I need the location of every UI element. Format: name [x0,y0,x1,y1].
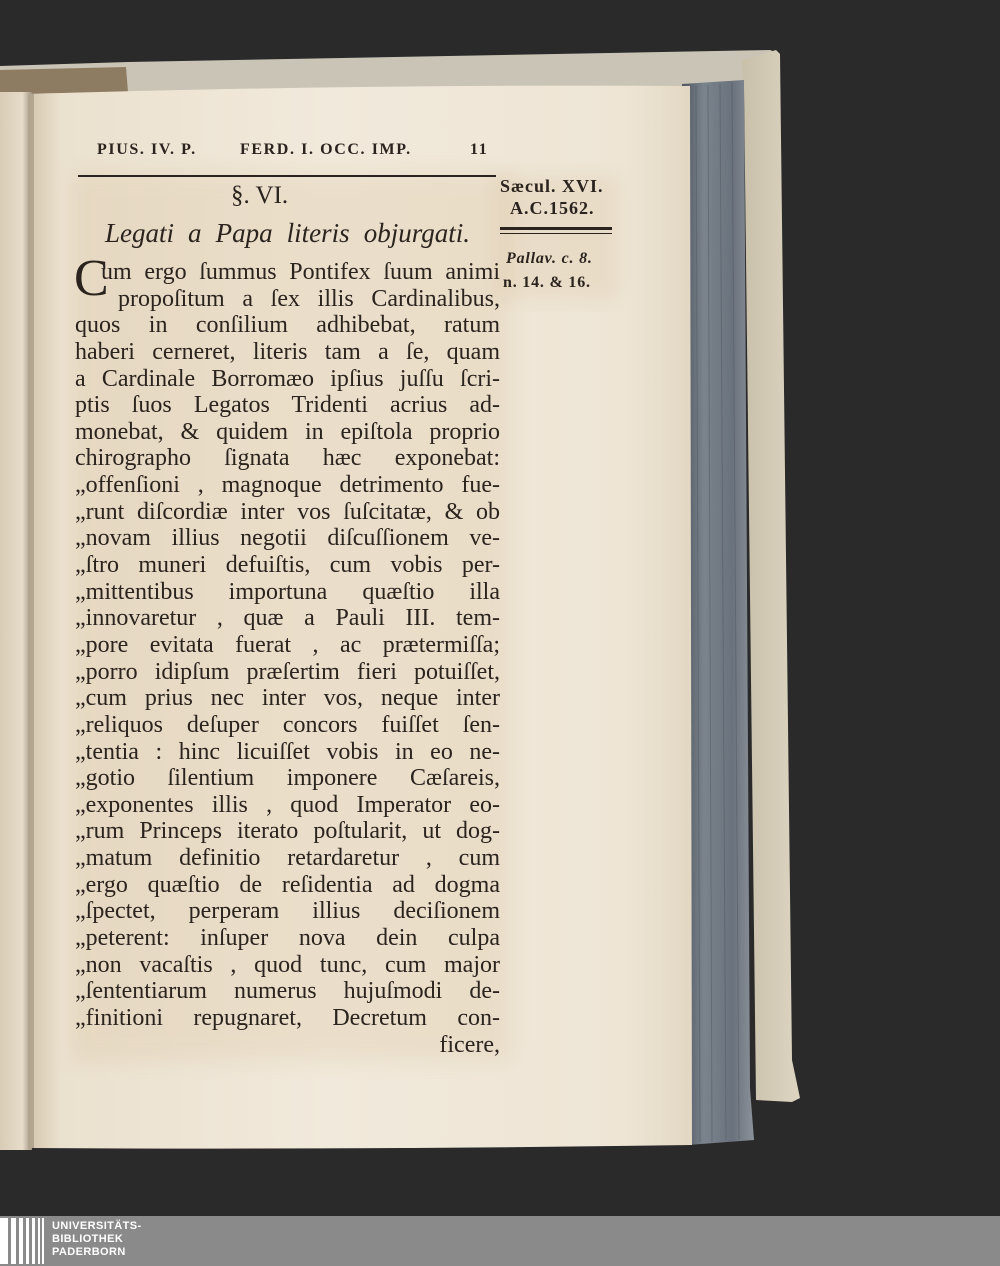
text-line: monebat, & quidem in epiſtola proprio [75,418,500,445]
text-line: propoſitum a ſex illis Cardinalibus, [118,285,500,312]
drop-cap: C [74,250,109,307]
text-line: „runt diſcordiæ inter vos ſuſcitatæ, & ob [75,498,500,525]
text-line: um ergo ſummus Pontifex ſuum animi [101,259,500,285]
text-line: „novam illius negotii diſcuſſionem ve- [75,525,500,552]
page-block-fore-edge [682,80,754,1145]
running-head-left: PIUS. IV. P. [97,141,197,158]
section-number: §. VI. [231,182,289,209]
text-line: „non vacaſtis , quod tunc, cum major [75,951,500,978]
headband [0,67,128,94]
text-line: „tentia : hinc licuiſſet vobis in eo ne- [75,738,500,765]
text-line: „cum prius nec inter vos, neque inter [75,685,500,712]
text-line: „ſpectet, perperam illius deciſionem [75,898,500,925]
running-head-center: FERD. I. OCC. IMP. [240,141,412,158]
library-footer-bar [0,1216,1000,1266]
text-line: „pore evitata fuerat , ac prætermiſſa; [75,631,500,658]
text-line: quos in conſilium adhibebat, ratum [75,312,500,339]
section-heading: Legati a Papa literis objurgati. [105,218,470,248]
library-name-line-2: BIBLIOTHEK [52,1233,124,1245]
text-line: a Cardinale Borromæo ipſius juſſu ſcri- [75,365,500,392]
text-line: „porro idipſum præſertim fieri potuiſſet, [75,658,500,685]
margin-note-rule [500,227,612,234]
margin-note-era: Sæcul. XVI. [500,176,604,196]
text-line: „reliquos deſuper concors fuiſſet ſen- [75,711,500,738]
text-line: „peterent: inſuper nova dein culpa [75,925,500,952]
text-line: „ſententiarum numerus hujuſmodi de- [75,978,500,1005]
library-barcode-logo-icon [0,1218,46,1264]
text-line: ptis ſuos Legatos Tridenti acrius ad- [75,392,500,419]
text-line: „rum Princeps iterato poſtularit, ut dog- [75,818,500,845]
margin-note-reference-2: n. 14. & 16. [503,274,591,291]
text-line: chirographo ſignata hæc exponebat: [75,445,500,472]
catchword: ficere, [439,1031,500,1058]
text-line: „exponentes illis , quod Imperator eo- [75,791,500,818]
gutter-shadow [28,94,34,1148]
text-line: „innovaretur , quæ a Pauli III. tem- [75,605,500,632]
text-line: „ergo quæſtio de reſidentia ad dogma [75,871,500,898]
library-name-line-3: PADERBORN [52,1246,126,1258]
text-line: „matum definitio retardaretur , cum [75,845,500,872]
text-line: haberi cerneret, literis tam a ſe, quam [75,338,500,365]
text-line: „ſtro muneri defuiſtis, cum vobis per- [75,552,500,579]
text-line: „finitioni repugnaret, Decretum con- [75,1004,500,1031]
text-line: „gotio ſilentium imponere Cæſareis, [75,765,500,792]
margin-note-year: A.C.1562. [510,198,595,218]
library-name-line-1: UNIVERSITÄTS- [52,1220,142,1232]
body-text [74,250,500,1058]
margin-note-reference-1: Pallav. c. 8. [506,250,593,267]
page-number: 11 [470,141,489,158]
previous-page-edge [0,92,32,1150]
text-line: „mittentibus importuna quæſtio illa [75,578,500,605]
header-rule [78,175,496,177]
text-line: „offenſioni , magnoque detrimento fue- [75,472,500,499]
